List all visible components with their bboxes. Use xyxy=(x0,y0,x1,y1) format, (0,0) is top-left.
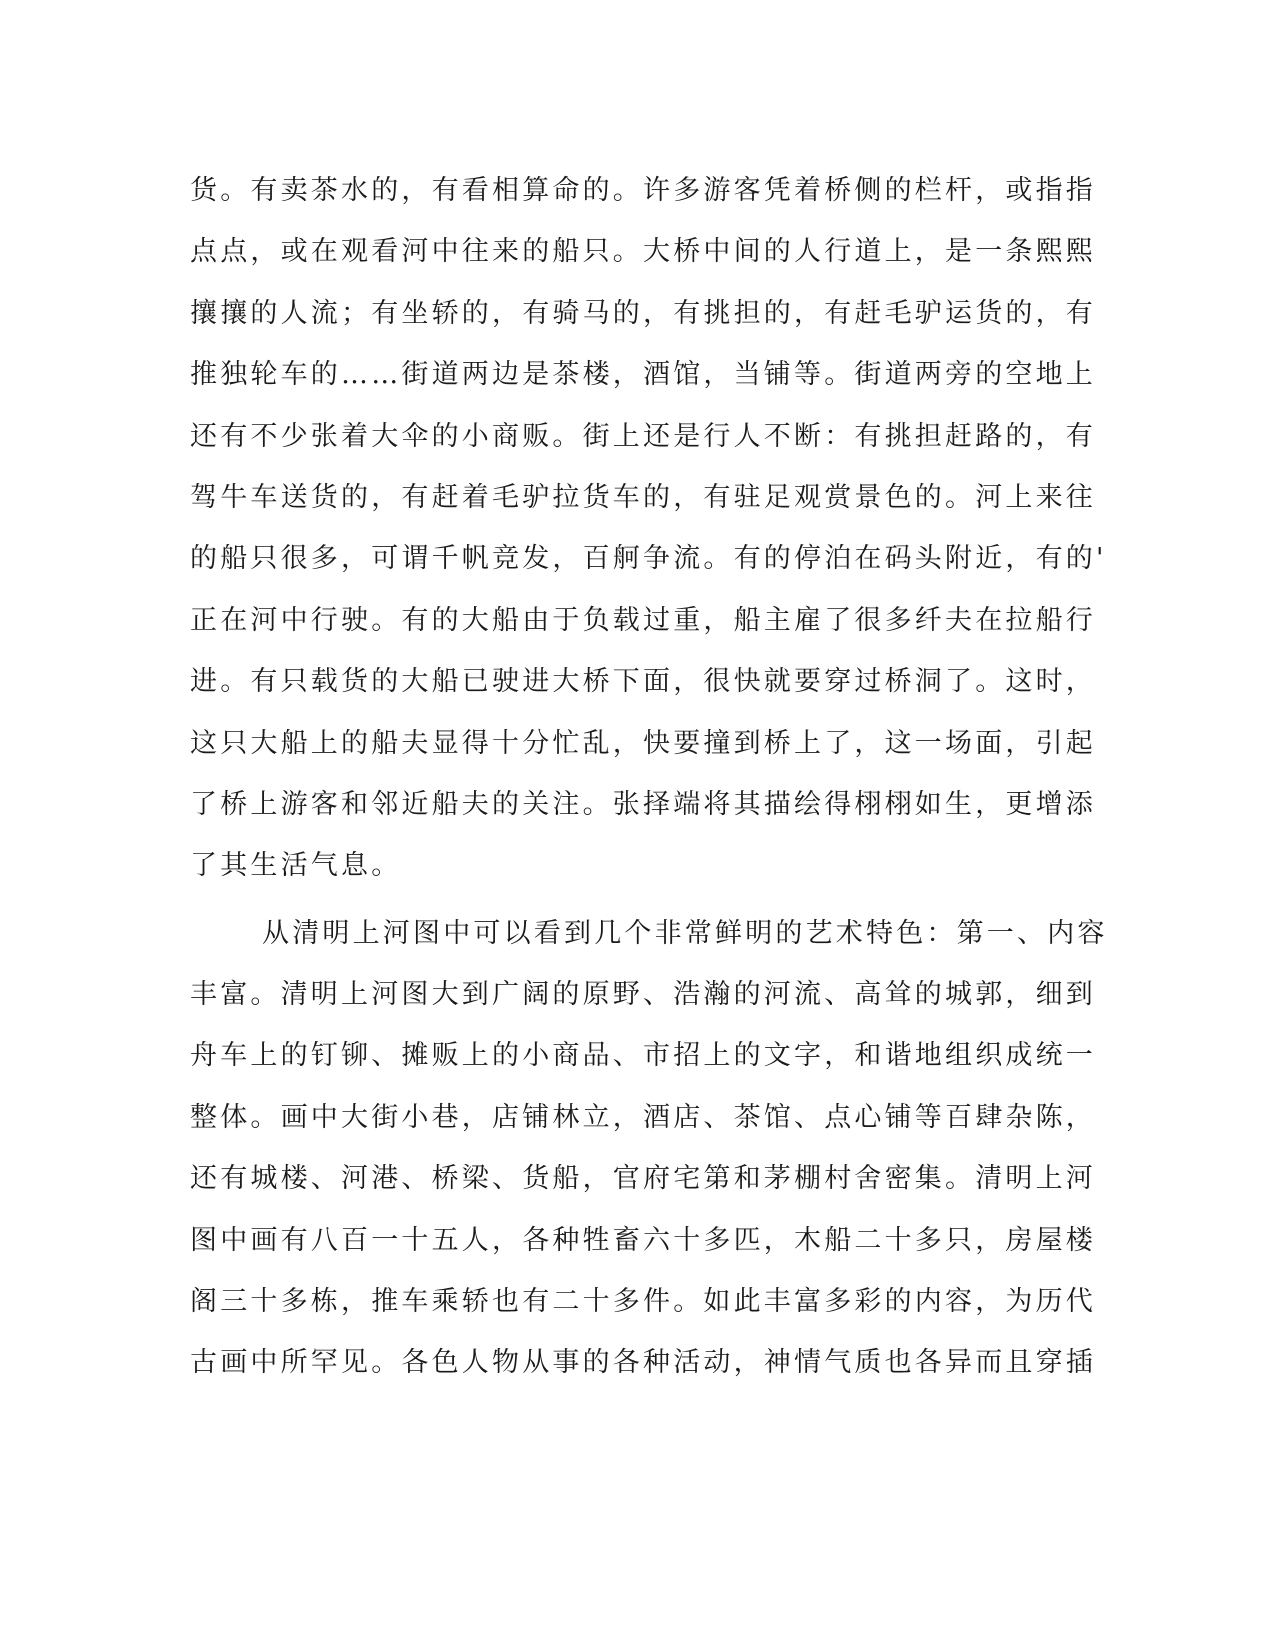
text-line: 正在河中行驶。有的大船由于负载过重，船主雇了很多纤夫在拉船行 xyxy=(190,604,1096,636)
text-line: 整体。画中大街小巷，店铺林立，酒店、茶馆、点心铺等百肆杂陈， xyxy=(190,1101,1096,1133)
text-line: 这只大船上的船夫显得十分忙乱，快要撞到桥上了，这一场面，引起 xyxy=(190,727,1096,759)
text-line: 的船只很多，可谓千帆竞发，百舸争流。有的停泊在码头附近，有的' xyxy=(190,543,1107,575)
text-line: 丰富。清明上河图大到广阔的原野、浩瀚的河流、高耸的城郭，细到 xyxy=(190,979,1096,1011)
text-line: 了其生活气息。 xyxy=(190,850,402,882)
text-line: 还有不少张着大伞的小商贩。街上还是行人不断：有挑担赶路的，有 xyxy=(190,420,1096,452)
text-line-indented: 从清明上河图中可以看到几个非常鲜明的艺术特色：第一、内容 xyxy=(262,917,1108,949)
text-line: 阁三十多栋，推车乘轿也有二十多件。如此丰富多彩的内容，为历代 xyxy=(190,1286,1096,1318)
paragraph-2 xyxy=(190,903,1108,1394)
text-line: 古画中所罕见。各色人物从事的各种活动，神情气质也各异而且穿插 xyxy=(190,1347,1096,1379)
text-line: 舟车上的钉铆、摊贩上的小商品、市招上的文字，和谐地组织成统一 xyxy=(190,1040,1096,1072)
text-line: 进。有只载货的大船已驶进大桥下面，很快就要穿过桥洞了。这时， xyxy=(190,666,1096,698)
text-line: 点点，或在观看河中往来的船只。大桥中间的人行道上，是一条熙熙 xyxy=(190,236,1096,268)
text-line: 驾牛车送货的，有赶着毛驴拉货车的，有驻足观赏景色的。河上来往 xyxy=(190,481,1096,513)
text-line: 了桥上游客和邻近船夫的关注。张择端将其描绘得栩栩如生，更增添 xyxy=(190,788,1096,820)
text-line: 还有城楼、河港、桥梁、货船，官府宅第和茅棚村舍密集。清明上河 xyxy=(190,1163,1096,1195)
text-line: 攘攘的人流；有坐轿的，有骑马的，有挑担的，有赶毛驴运货的，有 xyxy=(190,297,1096,329)
body-text xyxy=(190,160,1108,1394)
paragraph-1 xyxy=(190,160,1107,897)
text-line: 图中画有八百一十五人，各种牲畜六十多匹，木船二十多只，房屋楼 xyxy=(190,1224,1096,1256)
text-line: 推独轮车的……街道两边是茶楼，酒馆，当铺等。街道两旁的空地上 xyxy=(190,359,1096,391)
text-line: 货。有卖茶水的，有看相算命的。许多游客凭着桥侧的栏杆，或指指 xyxy=(190,175,1096,206)
